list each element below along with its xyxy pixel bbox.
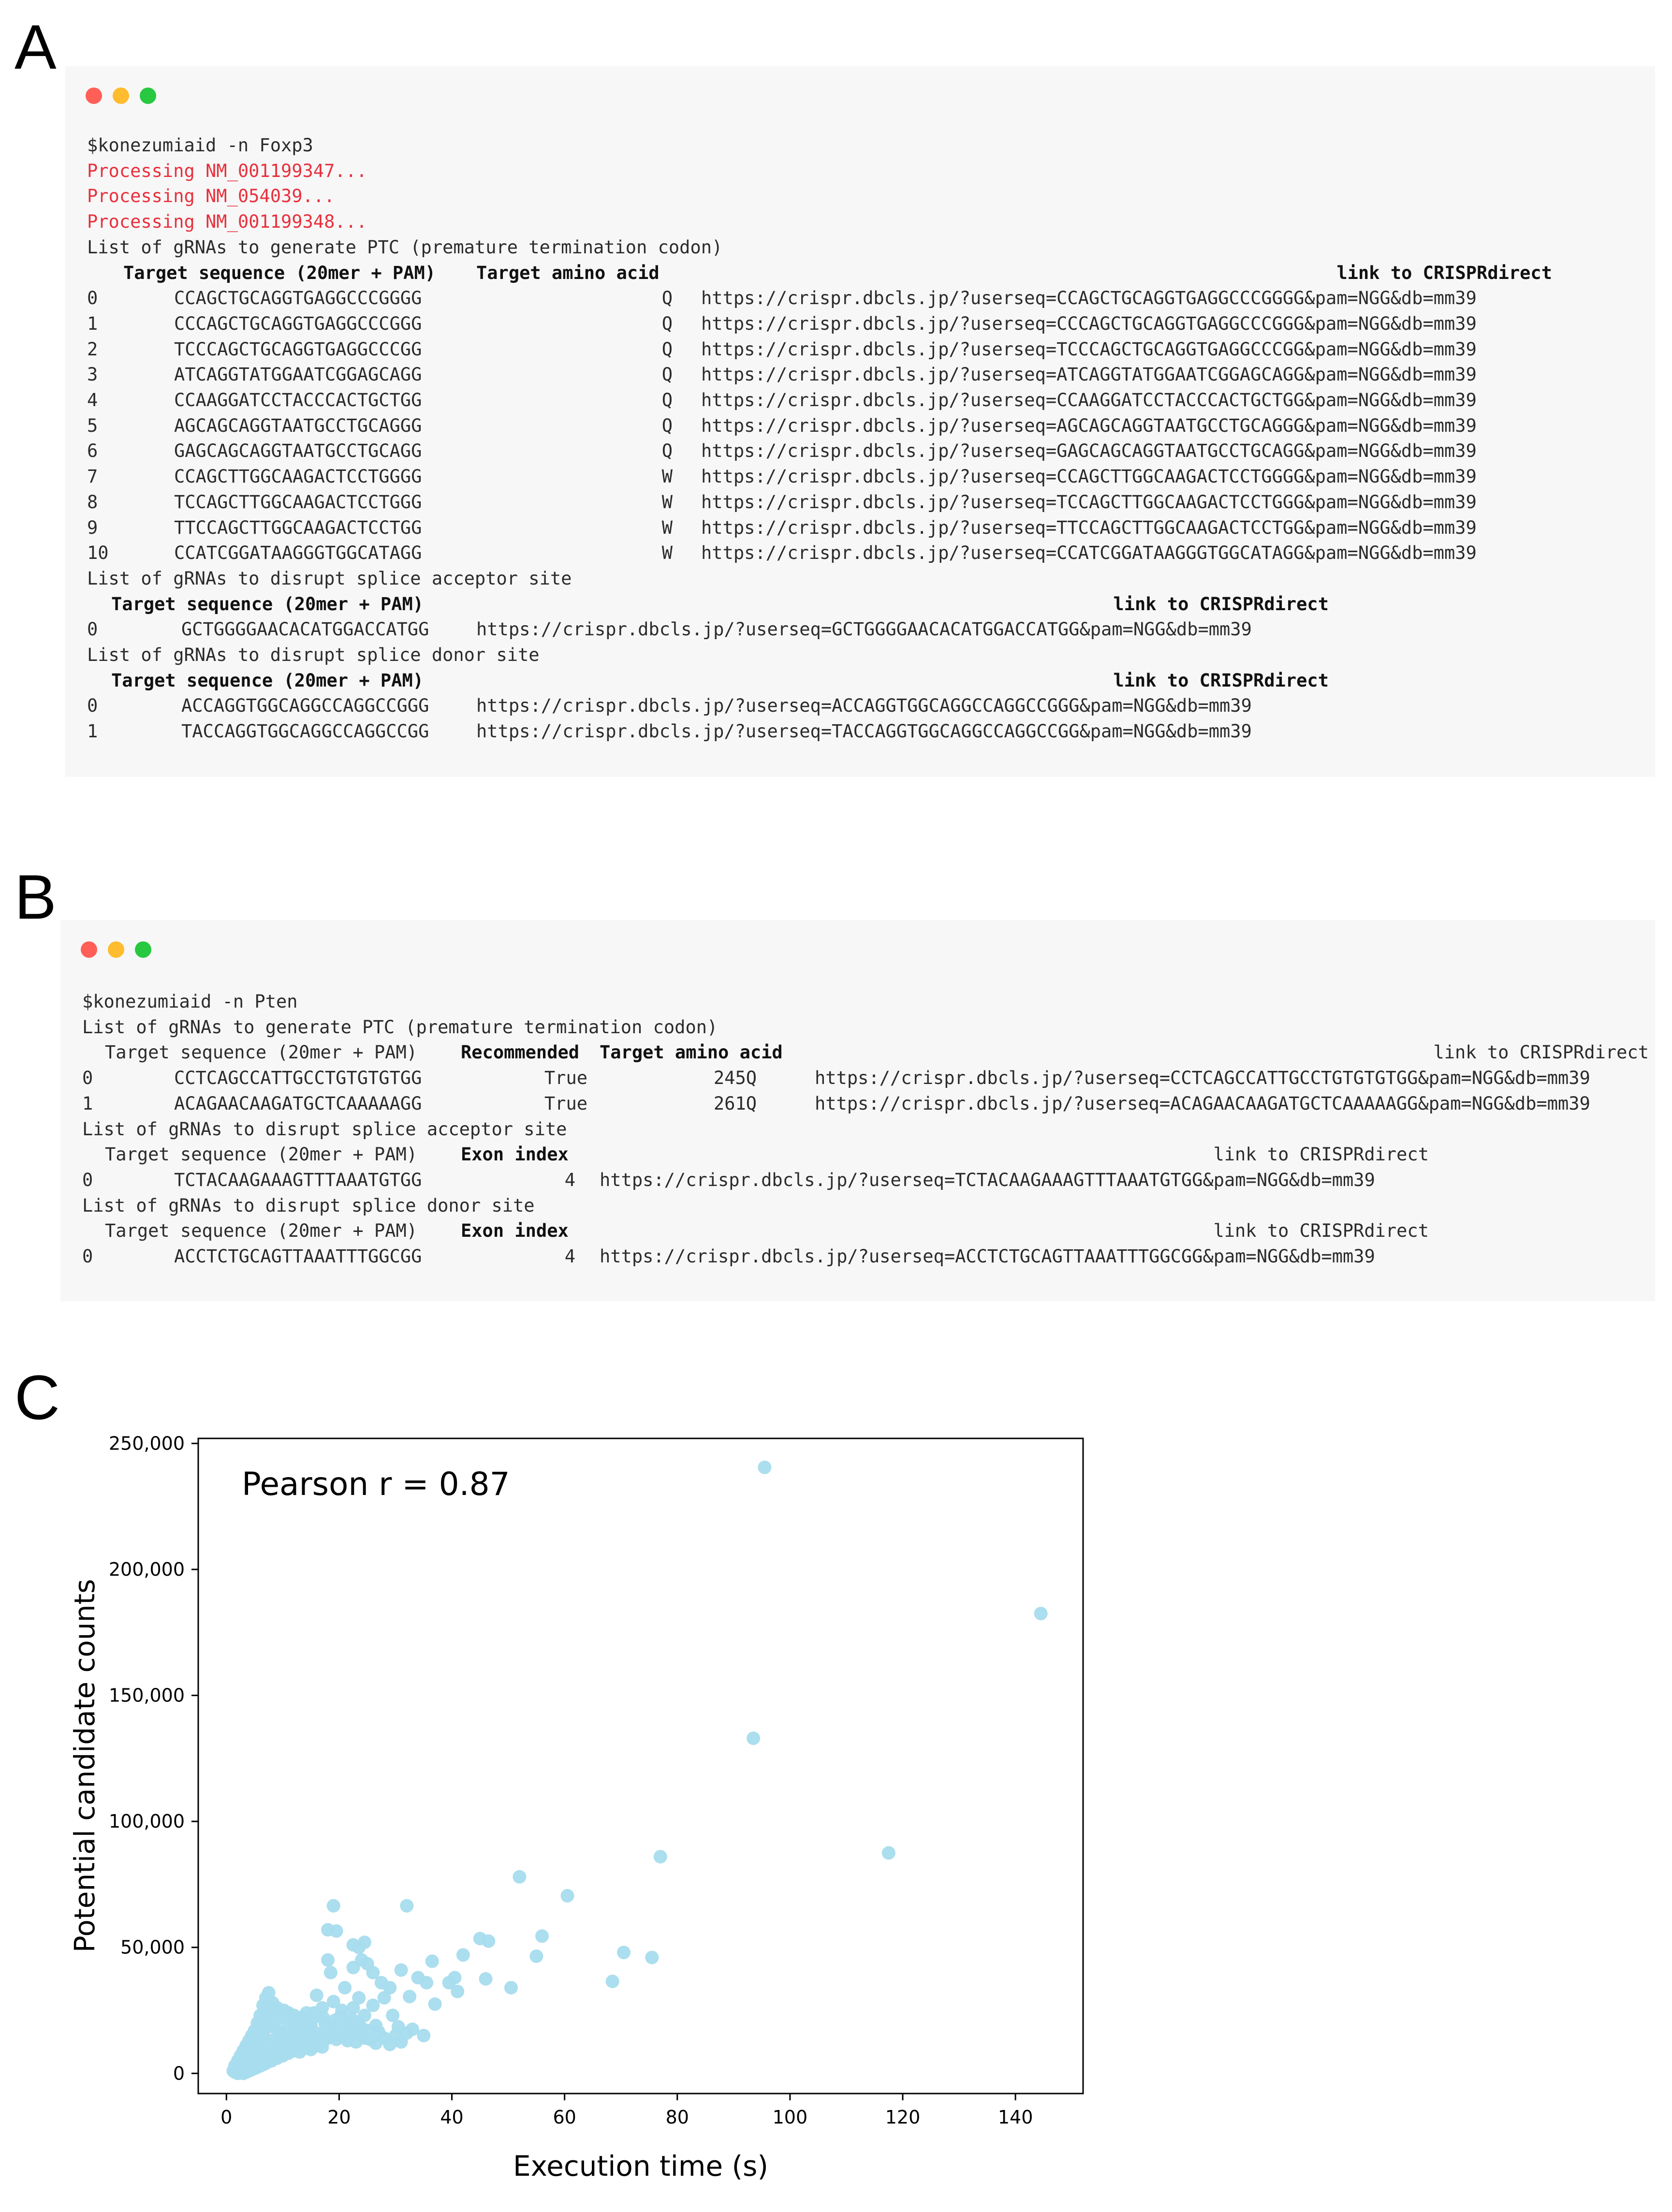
scatter-point [327, 1899, 340, 1913]
scatter-point [747, 1731, 760, 1745]
row-url[interactable]: https://crispr.dbcls.jp/?userseq=GAGCAGCAGGTAATGCCTGCAGG&pam=NGG&db=mm39 [701, 440, 1477, 462]
x-tick-label: 80 [665, 2107, 689, 2128]
column-header-link: link to CRISPRdirect [1113, 593, 1329, 615]
column-header-exon: Exon index [461, 1144, 569, 1165]
row-exon: 4 [564, 1246, 575, 1267]
row-sequence: CCTCAGCCATTGCCTGTGTGTGG [174, 1068, 422, 1089]
row-amino: 261Q [713, 1093, 757, 1114]
terminal-window-b [60, 920, 1655, 1301]
processing-line: Processing NM_054039... [87, 186, 335, 207]
scatter-point [417, 2029, 430, 2042]
scatter-point [617, 1946, 631, 1959]
column-header-amino: Target amino acid [476, 262, 660, 283]
y-axis-ticks [109, 1433, 198, 2084]
row-index: 9 [87, 517, 98, 538]
y-tick-label: 200,000 [108, 1559, 185, 1580]
scatter-points [226, 1461, 1047, 2080]
y-tick-label: 50,000 [120, 1936, 185, 1958]
row-index: 6 [87, 440, 98, 462]
row-amino: Q [661, 313, 673, 334]
scatter-point [513, 1870, 526, 1884]
row-exon: 4 [564, 1169, 575, 1190]
scatter-point [321, 1953, 335, 1967]
x-tick-label: 60 [553, 2107, 576, 2128]
row-index: 3 [87, 364, 98, 385]
row-recommended: True [544, 1093, 587, 1114]
row-sequence: CCCAGCTGCAGGTGAGGCCCGGG [174, 313, 422, 334]
scatter-point [561, 1889, 574, 1903]
scatter-point [882, 1846, 895, 1860]
x-tick-label: 20 [327, 2107, 351, 2128]
row-index: 7 [87, 466, 98, 487]
section-title: List of gRNAs to disrupt splice acceptor site [87, 568, 572, 589]
row-amino: Q [661, 390, 673, 410]
scatter-point [310, 1989, 323, 2002]
row-amino: Q [661, 415, 673, 436]
row-sequence: TCCCAGCTGCAGGTGAGGCCCGG [174, 338, 422, 360]
y-axis-label: Potential candidate counts [68, 1579, 101, 1953]
row-sequence: AGCAGCAGGTAATGCCTGCAGGG [174, 415, 422, 436]
column-header-target: Target sequence (20mer + PAM) [111, 670, 424, 691]
row-url[interactable]: https://crispr.dbcls.jp/?userseq=TACCAGGTGGCAGGCCAGGCCGG&pam=NGG&db=mm39 [476, 721, 1252, 742]
y-tick-label: 150,000 [108, 1685, 185, 1706]
scatter-point [482, 1934, 495, 1948]
x-axis-ticks [220, 2094, 1033, 2128]
row-sequence: CCAAGGATCCTACCCACTGCTGG [174, 390, 422, 410]
row-url[interactable]: https://crispr.dbcls.jp/?userseq=TCCCAGCTGCAGGTGAGGCCCGG&pam=NGG&db=mm39 [701, 338, 1477, 360]
scatter-point [451, 1985, 464, 1998]
scatter-point [529, 1949, 543, 1963]
column-header-link: link to CRISPRdirect [1433, 1042, 1649, 1063]
scatter-point [400, 2026, 413, 2040]
section-title: List of gRNAs to disrupt splice donor site [82, 1195, 535, 1216]
scatter-point [358, 1935, 371, 1949]
row-sequence: ATCAGGTATGGAATCGGAGCAGG [174, 364, 422, 385]
scatter-point [425, 1954, 439, 1968]
scatter-point [420, 1976, 433, 1990]
row-sequence: GAGCAGCAGGTAATGCCTGCAGG [174, 440, 422, 462]
column-header-target: Target sequence (20mer + PAM) [105, 1220, 418, 1242]
row-index: 1 [87, 313, 98, 334]
row-index: 2 [87, 338, 98, 360]
panel-a-label: A [15, 12, 57, 82]
terminal-window-a [65, 66, 1655, 777]
terminal-output [60, 920, 1655, 1301]
processing-line: Processing NM_001199348... [87, 211, 367, 233]
section-title: List of gRNAs to generate PTC (premature termination codon) [82, 1016, 718, 1038]
row-index: 0 [82, 1246, 93, 1267]
scatter-point [428, 1997, 442, 2011]
x-tick-label: 120 [885, 2107, 921, 2128]
row-index: 1 [82, 1093, 93, 1114]
column-header-target: Target sequence (20mer + PAM) [111, 593, 424, 615]
scatter-point [606, 1975, 619, 1988]
row-amino: W [661, 517, 673, 538]
panel-c-label: C [15, 1362, 60, 1433]
column-header-amino: Target amino acid [600, 1042, 783, 1063]
row-sequence: TACCAGGTGGCAGGCCAGGCCGG [181, 721, 429, 742]
row-sequence: TTCCAGCTTGGCAAGACTCCTGG [174, 517, 422, 538]
scatter-point [758, 1461, 771, 1474]
row-sequence: CCAGCTTGGCAAGACTCCTGGGG [174, 466, 422, 487]
y-tick-label: 100,000 [108, 1811, 185, 1832]
terminal-output [65, 66, 1655, 777]
column-header-link: link to CRISPRdirect [1213, 1220, 1429, 1242]
processing-line: Processing NM_001199347... [87, 160, 367, 181]
command-line: $konezumiaid -n Foxp3 [87, 135, 313, 156]
column-header-exon: Exon index [461, 1220, 569, 1242]
row-recommended: True [544, 1068, 587, 1089]
row-index: 0 [87, 619, 98, 640]
row-url[interactable]: https://crispr.dbcls.jp/?userseq=GCTGGGGAACACATGGACCATGG&pam=NGG&db=mm39 [476, 619, 1252, 640]
plot-frame [198, 1438, 1083, 2094]
row-index: 0 [82, 1068, 93, 1089]
row-sequence: ACCTCTGCAGTTAAATTTGGCGG [174, 1246, 422, 1267]
row-sequence: GCTGGGGAACACATGGACCATGG [181, 619, 429, 640]
x-axis-label: Execution time (s) [513, 2150, 769, 2183]
row-sequence: TCCAGCTTGGCAAGACTCCTGGG [174, 491, 422, 513]
row-url[interactable]: https://crispr.dbcls.jp/?userseq=CCATCGGATAAGGGTGGCATAGG&pam=NGG&db=mm39 [701, 542, 1477, 564]
row-index: 10 [87, 542, 109, 564]
row-sequence: ACAGAACAAGATGCTCAAAAAGG [174, 1093, 422, 1114]
row-index: 8 [87, 491, 98, 513]
row-amino: W [661, 491, 673, 513]
command-line: $konezumiaid -n Pten [82, 991, 298, 1012]
scatter-point [315, 2040, 329, 2054]
column-header-target: Target sequence (20mer + PAM) [105, 1144, 418, 1165]
section-title: List of gRNAs to disrupt splice acceptor site [82, 1118, 567, 1140]
row-url[interactable]: https://crispr.dbcls.jp/?userseq=ACCAGGTGGCAGGCCAGGCCGGG&pam=NGG&db=mm39 [476, 695, 1252, 717]
scatter-point [479, 1972, 493, 1986]
scatter-point [351, 2015, 364, 2029]
scatter-point [654, 1850, 667, 1863]
scatter-point [395, 1963, 408, 1977]
column-header-link: link to CRISPRdirect [1113, 670, 1329, 691]
row-amino: Q [661, 440, 673, 462]
row-amino: Q [661, 338, 673, 360]
x-tick-label: 0 [220, 2107, 233, 2128]
scatter-point [347, 2001, 360, 2015]
column-header-link: link to CRISPRdirect [1213, 1144, 1429, 1165]
x-tick-label: 100 [772, 2107, 808, 2128]
scatter-chart [0, 1402, 1160, 2212]
row-index: 0 [82, 1169, 93, 1190]
y-tick-label: 250,000 [108, 1433, 185, 1454]
row-url[interactable]: https://crispr.dbcls.jp/?userseq=ACCTCTGCAGTTAAATTTGGCGG&pam=NGG&db=mm39 [600, 1246, 1375, 1267]
scatter-point [403, 1990, 416, 2003]
scatter-point [347, 1961, 360, 1974]
row-url[interactable]: https://crispr.dbcls.jp/?userseq=AGCAGCAGGTAATGCCTGCAGGG&pam=NGG&db=mm39 [701, 415, 1477, 436]
row-url[interactable]: https://crispr.dbcls.jp/?userseq=CCAGCTTGGCAAGACTCCTGGGG&pam=NGG&db=mm39 [701, 466, 1477, 487]
row-index: 1 [87, 721, 98, 742]
scatter-point [324, 1966, 337, 1979]
x-tick-label: 140 [997, 2107, 1033, 2128]
scatter-point [645, 1951, 659, 1964]
column-header-recommended: Recommended [461, 1042, 580, 1063]
row-url[interactable]: https://crispr.dbcls.jp/?userseq=TCTACAAGAAAGTTTAAATGTGG&pam=NGG&db=mm39 [600, 1169, 1375, 1190]
scatter-point [400, 1899, 413, 1913]
row-url[interactable]: https://crispr.dbcls.jp/?userseq=ATCAGGTATGGAATCGGAGCAGG&pam=NGG&db=mm39 [701, 364, 1477, 385]
row-index: 4 [87, 390, 98, 410]
pearson-annotation: Pearson r = 0.87 [242, 1465, 510, 1503]
row-index: 0 [87, 288, 98, 309]
y-tick-label: 0 [173, 2063, 185, 2084]
scatter-point [504, 1981, 518, 1994]
scatter-point [456, 1948, 470, 1962]
row-url[interactable]: https://crispr.dbcls.jp/?userseq=TCCAGCTTGGCAAGACTCCTGGG&pam=NGG&db=mm39 [701, 491, 1477, 513]
row-amino: W [661, 542, 673, 564]
column-header-target: Target sequence (20mer + PAM) [105, 1042, 418, 1063]
section-title: List of gRNAs to generate PTC (premature termination codon) [87, 236, 723, 258]
panel-b-label: B [15, 862, 57, 932]
column-header-link: link to CRISPRdirect [1336, 262, 1552, 283]
row-url[interactable]: https://crispr.dbcls.jp/?userseq=TTCCAGCTTGGCAAGACTCCTGG&pam=NGG&db=mm39 [701, 517, 1477, 538]
row-url[interactable]: https://crispr.dbcls.jp/?userseq=CCCAGCTGCAGGTGAGGCCCGGG&pam=NGG&db=mm39 [701, 313, 1477, 334]
row-sequence: ACCAGGTGGCAGGCCAGGCCGGG [181, 695, 429, 717]
row-amino: W [661, 466, 673, 487]
scatter-point [338, 1981, 352, 1994]
section-title: List of gRNAs to disrupt splice donor site [87, 645, 540, 665]
row-index: 5 [87, 415, 98, 436]
row-amino: 245Q [713, 1068, 757, 1089]
row-url[interactable]: https://crispr.dbcls.jp/?userseq=CCAGCTGCAGGTGAGGCCCGGGG&pam=NGG&db=mm39 [701, 288, 1477, 309]
row-url[interactable]: https://crispr.dbcls.jp/?userseq=CCTCAGCCATTGCCTGTGTGTGG&pam=NGG&db=mm39 [815, 1068, 1590, 1089]
row-url[interactable]: https://crispr.dbcls.jp/?userseq=CCAAGGATCCTACCCACTGCTGG&pam=NGG&db=mm39 [701, 390, 1477, 410]
row-amino: Q [661, 288, 673, 309]
scatter-point [535, 1929, 549, 1943]
row-sequence: CCAGCTGCAGGTGAGGCCCGGGG [174, 288, 422, 309]
row-amino: Q [661, 364, 673, 385]
row-sequence: TCTACAAGAAAGTTTAAATGTGG [174, 1169, 422, 1190]
row-index: 0 [87, 695, 98, 717]
column-header-target: Target sequence (20mer + PAM) [123, 262, 436, 283]
x-tick-label: 40 [440, 2107, 464, 2128]
row-sequence: CCATCGGATAAGGGTGGCATAGG [174, 542, 422, 564]
row-url[interactable]: https://crispr.dbcls.jp/?userseq=ACAGAACAAGATGCTCAAAAAGG&pam=NGG&db=mm39 [815, 1093, 1590, 1114]
scatter-point [330, 1924, 343, 1938]
scatter-point [1034, 1607, 1048, 1620]
